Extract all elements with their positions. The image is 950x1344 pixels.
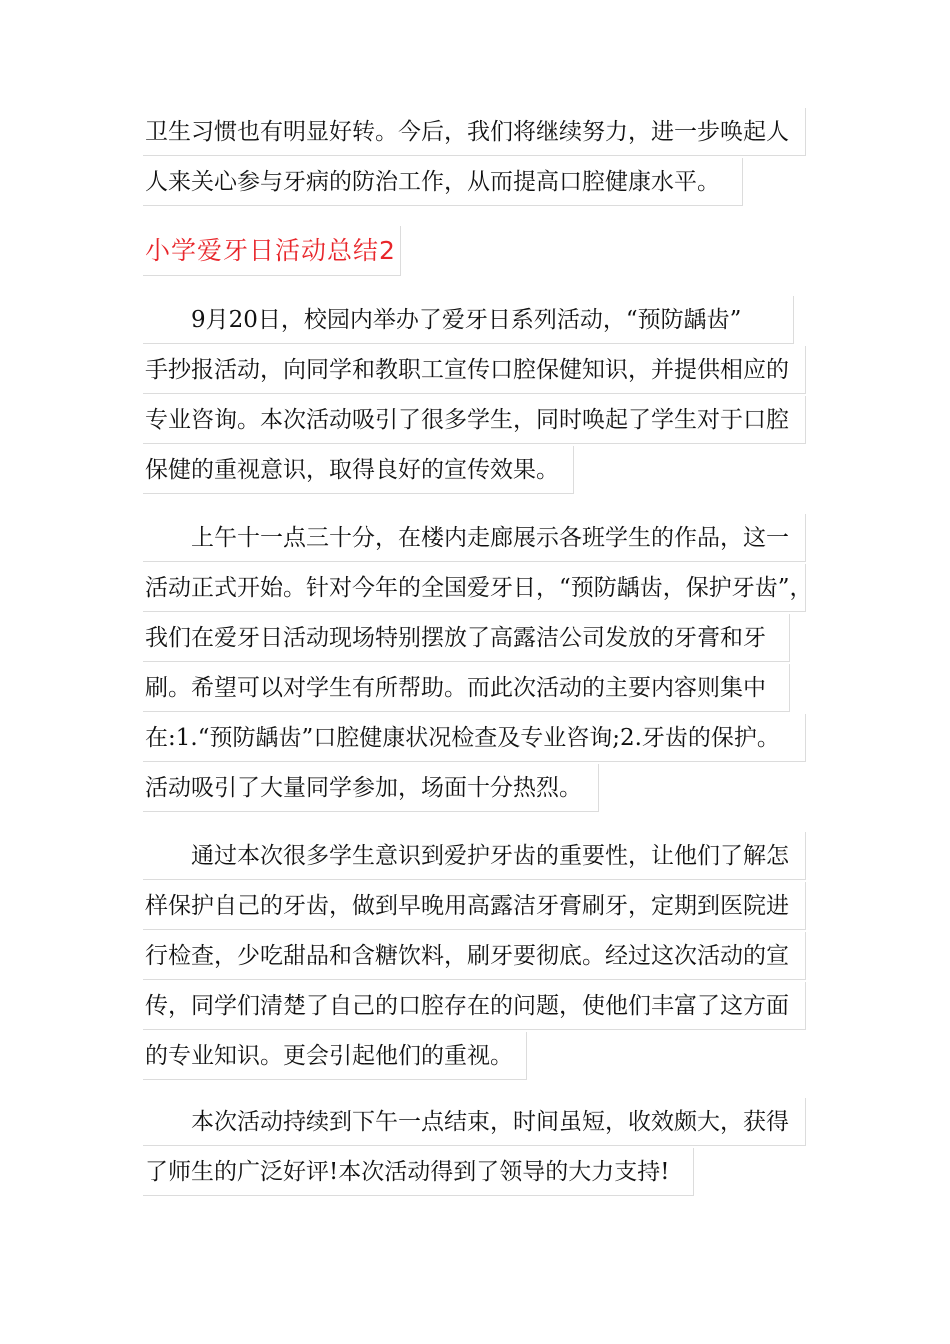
paragraph-3-line-3: 行检查，少吃甜品和含糖饮料，刷牙要彻底。经过这次活动的宣	[143, 932, 806, 980]
paragraph-4-line-2: 了师生的广泛好评!本次活动得到了领导的大力支持!	[143, 1148, 694, 1196]
paragraph-1-line-3: 专业咨询。本次活动吸引了很多学生，同时唤起了学生对于口腔	[143, 396, 806, 444]
paragraph-2-line-1: 上午十一点三十分，在楼内走廊展示各班学生的作品，这一	[143, 514, 806, 562]
intro-line-2: 人来关心参与牙病的防治工作，从而提高口腔健康水平。	[143, 158, 743, 206]
paragraph-1-line-2: 手抄报活动，向同学和教职工宣传口腔保健知识，并提供相应的	[143, 346, 806, 394]
paragraph-3-line-4: 传，同学们清楚了自己的口腔存在的问题，使他们丰富了这方面	[143, 982, 806, 1030]
intro-line-1: 卫生习惯也有明显好转。今后，我们将继续努力，进一步唤起人	[143, 108, 806, 156]
paragraph-2-line-6: 活动吸引了大量同学参加，场面十分热烈。	[143, 764, 599, 812]
paragraph-1-line-4: 保健的重视意识，取得良好的宣传效果。	[143, 446, 574, 494]
paragraph-4-line-1: 本次活动持续到下午一点结束，时间虽短，收效颇大，获得	[143, 1098, 806, 1146]
paragraph-2-line-3: 我们在爱牙日活动现场特别摆放了高露洁公司发放的牙膏和牙	[143, 614, 790, 662]
paragraph-1-line-1: 9月20日，校园内举办了爱牙日系列活动，“预防龋齿”	[143, 296, 794, 344]
paragraph-3-line-5: 的专业知识。更会引起他们的重视。	[143, 1032, 527, 1080]
paragraph-2-line-5: 在:1.“预防龋齿”口腔健康状况检查及专业咨询;2.牙齿的保护。	[143, 714, 806, 762]
section-heading: 小学爱牙日活动总结2	[143, 226, 401, 276]
paragraph-2-line-4: 刷。希望可以对学生有所帮助。而此次活动的主要内容则集中	[143, 664, 790, 712]
paragraph-2-line-2: 活动正式开始。针对今年的全国爱牙日，“预防龋齿，保护牙齿”，	[143, 564, 806, 612]
paragraph-3-line-1: 通过本次很多学生意识到爱护牙齿的重要性，让他们了解怎	[143, 832, 806, 880]
paragraph-3-line-2: 样保护自己的牙齿，做到早晚用高露洁牙膏刷牙，定期到医院进	[143, 882, 806, 930]
